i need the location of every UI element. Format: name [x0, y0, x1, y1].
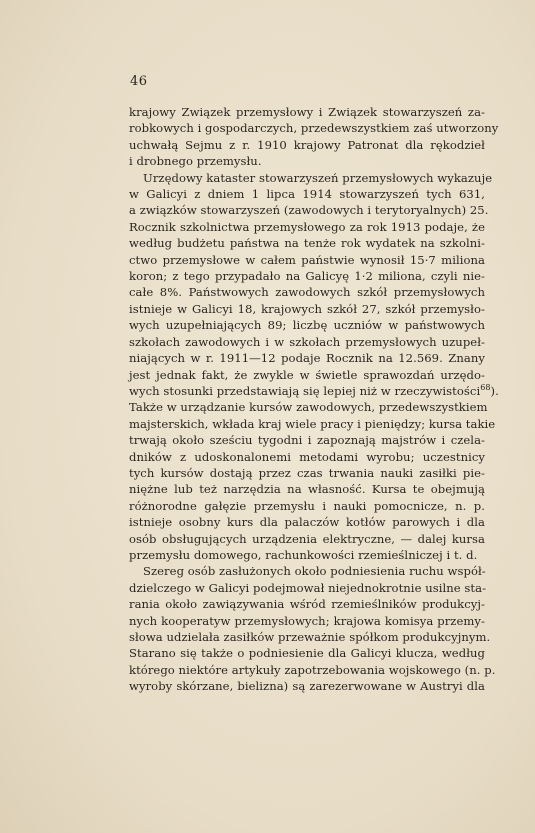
text-line: jest jednak fakt, że zwykle w świetle sprawozdań urzędo- [129, 367, 485, 382]
text-line: uchwałą Sejmu z r. 1910 krajowy Patronat dla rękodzieł [129, 137, 485, 152]
text-line: istnieje w Galicyi 18, krajowych szkół 27, szkół przemysło- [129, 301, 485, 316]
text-line: ctwo przemysłowe w całem państwie wynosił 15·7 miliona [129, 252, 485, 267]
text-line: tych kursów dostają przez czas trwania nauki zasiłki pie- [129, 465, 485, 480]
text-line: wych uzupełniających 89; liczbę uczniów w państwowych [129, 318, 485, 333]
text-line: trwają około sześciu tygodni i zapoznają majstrów i czela- [129, 433, 485, 448]
text-line: przemysłu domowego, rachunkowości rzemieślniczej i t. d. [129, 547, 478, 562]
text-line: niających w r. 1911—12 podaje Rocznik na 12.569. Znany [129, 351, 485, 366]
page-number: 46 [130, 74, 148, 89]
text-line: całe 8%. Państwowych zawodowych szkół przemysłowych [129, 285, 485, 300]
text-line: nych kooperatyw przemysłowych; krajowa komisya przemy- [129, 613, 485, 628]
text-line: wyroby skórzane, bielizna) są zarezerwowane w Austryi dla [129, 679, 485, 694]
text-line: według budżetu państwa na tenże rok wydatek na szkolni- [129, 236, 485, 251]
text-line: a związków stowarzyszeń (zawodowych i terytoryalnych) 25. [129, 203, 489, 218]
text-line: osób obsługujących urządzenia elektryczne, — dalej kursa [129, 531, 485, 546]
text-line: Szereg osób zasłużonych około podniesienia ruchu współ- [143, 564, 486, 579]
text-line: Także w urządzanie kursów zawodowych, przedewszystkiem [129, 400, 488, 415]
text-line: Urzędowy kataster stowarzyszeń przemysłowych wykazuje [143, 170, 493, 185]
text-line: słowa udzielała zasiłków przeważnie spółkom produkcyjnym. [129, 630, 491, 644]
text-line: i drobnego przemysłu. [129, 154, 262, 169]
text-line: majsterskich, wkłada kraj wiele pracy i pieniędzy; kursa takie [129, 416, 496, 431]
footnote-marker: 68 [480, 383, 491, 393]
text-line: niężne lub też narzędzia na własność. Kursa te obejmują [129, 482, 485, 497]
text-line: różnorodne gałęzie przemysłu i nauki pomocnicze, n. p. [129, 498, 485, 513]
text-line: którego niektóre artykuły zapotrzebowania wojskowego (n. p. [129, 662, 496, 677]
text-line: Starano się także o podniesienie dla Galicyi klucza, według [129, 646, 485, 661]
text-line: rania około zawiązywania wśród rzemieślników produkcyj- [129, 597, 485, 612]
text-line: Rocznik szkolnictwa przemysłowego za rok 1913 podaje, że [129, 219, 485, 234]
text-line: dzielczego w Galicyi podejmował niejednokrotnie usilne sta- [129, 580, 487, 595]
text-line: istnieje osobny kurs dla palaczów kotłów parowych i dla [129, 515, 485, 530]
text-line: wych stosunki przedstawiają się lepiej niż w rzeczywistości$^{68}$). [129, 383, 499, 398]
text-line: krajowy Związek przemysłowy i Związek stowarzyszeń za- [129, 105, 485, 119]
text-line: dników z udoskonalonemi metodami wyrobu; uczestnicy [129, 449, 485, 464]
text-line: szkołach zawodowych i w szkołach przemysłowych uzupeł- [129, 334, 485, 349]
text-line: koron; z tego przypadało na Galicyę 1·2 miliona, czyli nie- [129, 269, 485, 284]
body-text [129, 104, 499, 695]
text-line: robkowych i gospodarczych, przedewszystkiem zaś utworzony [129, 121, 499, 136]
text-line: w Galicyi z dniem 1 lipca 1914 stowarzyszeń tych 631, [129, 187, 485, 202]
